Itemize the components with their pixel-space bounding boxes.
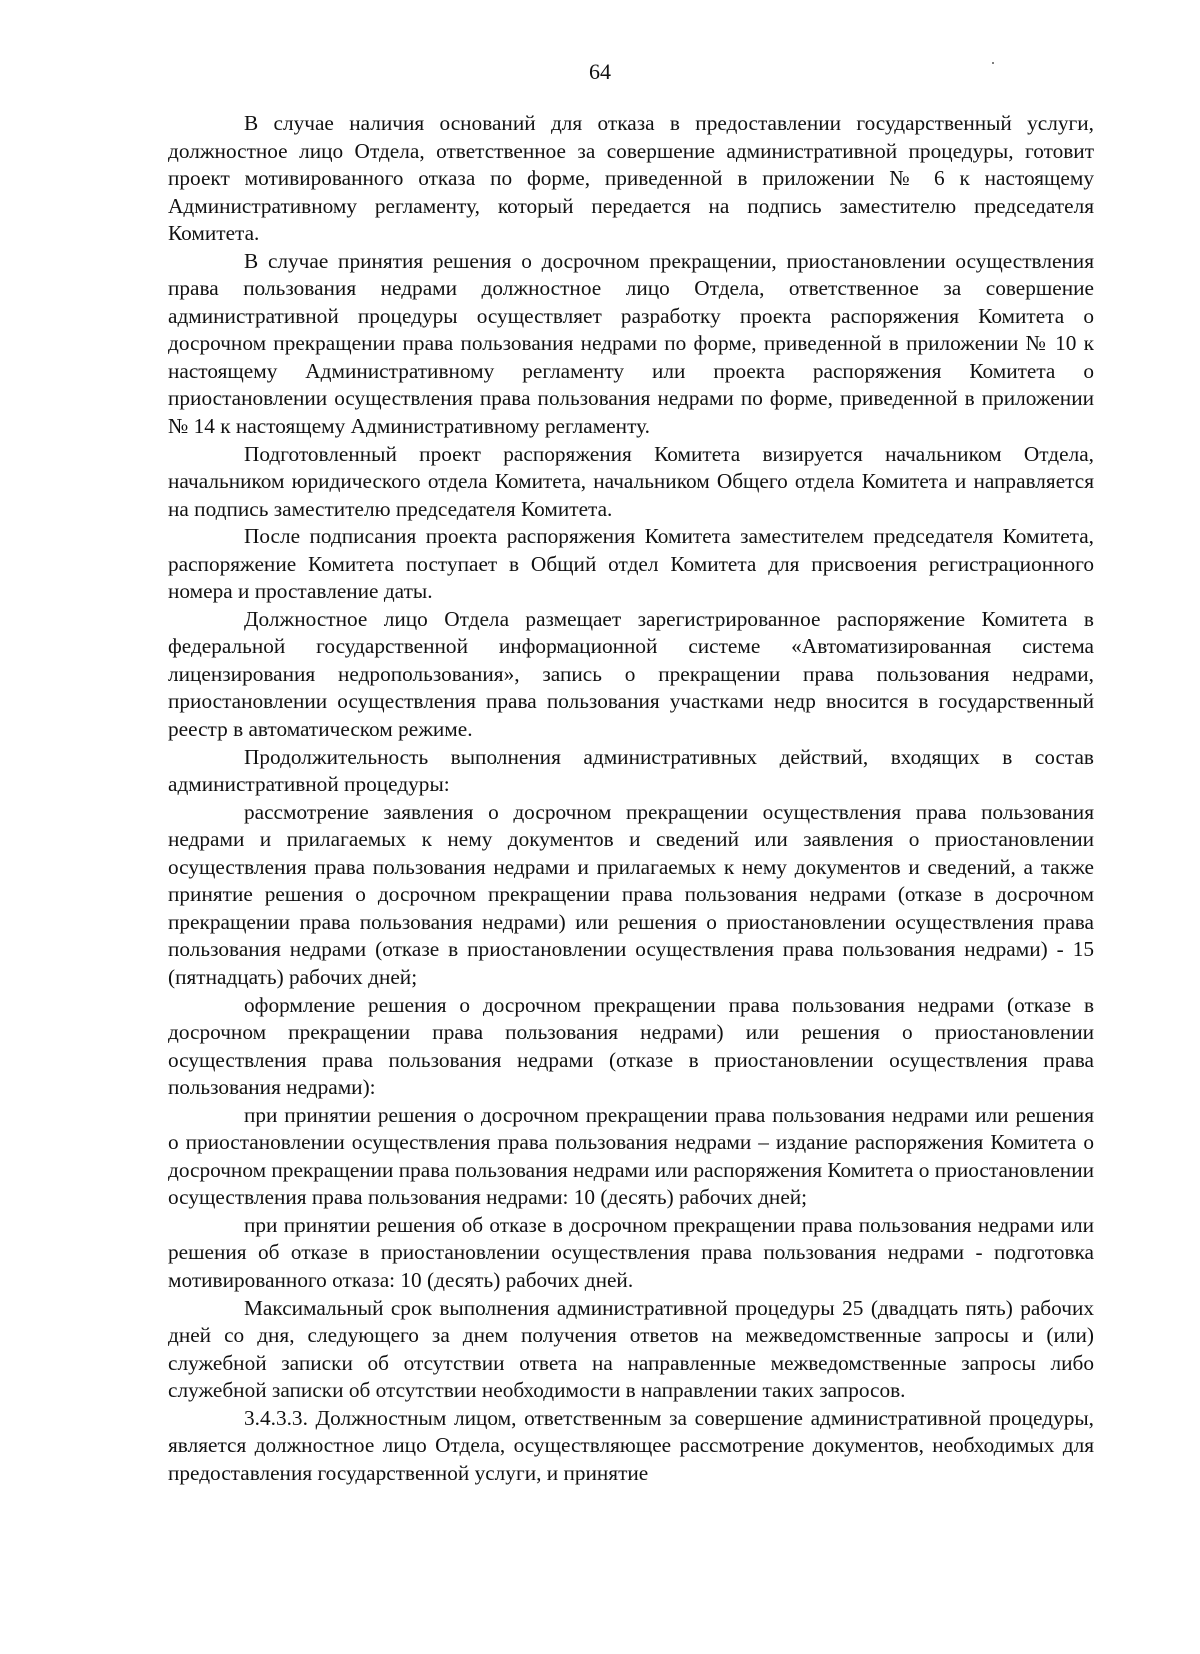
paragraph-termination-decision: В случае принятия решения о досрочном прекращении, приостановлении осуществления права пользования недрами должностное лицо Отдела, ответственное за совершение административной процедуры осуществляет разработку проекта распоряжения Комитета о досрочном прекращении права пользования недрами по форме, приведенной в приложении № 10 к настоящему Административному регламенту или проекта распоряжения Комитета о приостановлении осуществления права пользования недрами по форме, приведенной в приложении № 14 к настоящему Административному регламенту. [168, 248, 1094, 439]
paragraph-review-duration: рассмотрение заявления о досрочном прекращении осуществления права пользования недрами и прилагаемых к нему документов и сведений или заявления о приостановлении осуществления права пользования недрами и прилагаемых к нему документов и сведений, а также принятие решения о досрочном прекращении права пользования недрами (отказе в досрочном прекращении права пользования недрами) или решения о приостановлении осуществления права пользования недрами (отказе в приостановлении осуществления права пользования недрами) - 15 (пятнадцать) рабочих дней; [168, 799, 1094, 989]
page-number: 64 [589, 59, 611, 84]
paragraph-system-publication: Должностное лицо Отдела размещает зарегистрированное распоряжение Комитета в федеральной государственной информационной системе «Автоматизированная система лицензирования недропользования», запись о прекращении права пользования недрами, приостановлении осуществления права пользования участками недр вносится в государственный реестр в автоматическом режиме. [168, 606, 1094, 742]
document-body [168, 110, 1094, 1487]
paragraph-responsible-official: 3.4.3.3. Должностным лицом, ответственным за совершение административной процедуры, является должностное лицо Отдела, осуществляющее рассмотрение документов, необходимых для предоставления государственной услуги, и принятие [168, 1405, 1094, 1485]
paragraph-refusal-draft: В случае наличия оснований для отказа в предоставлении государственный услуги, должностное лицо Отдела, ответственное за совершение административной процедуры, готовит проект мотивированного отказа по форме, приведенной в приложении № 6 к настоящему Административному регламенту, который передается на подпись заместителю председателя Комитета. [168, 111, 1094, 246]
paragraph-duration-intro: Продолжительность выполнения административных действий, входящих в состав административной процедуры: [168, 744, 1094, 797]
paragraph-registration: После подписания проекта распоряжения Комитета заместителем председателя Комитета, распоряжение Комитета поступает в Общий отдел Комитета для присвоения регистрационного номера и проставление даты. [168, 524, 1094, 604]
paragraph-max-term: Максимальный срок выполнения административной процедуры 25 (двадцать пять) рабочих дней со дня, следующего за днем получения ответов на межведомственные запросы и (или) служебной записки об отсутствии ответа на направленные межведомственные запросы либо служебной записки об отсутствии необходимости в направлении таких запросов. [168, 1295, 1094, 1403]
paragraph-decision-formalization: оформление решения о досрочном прекращении права пользования недрами (отказе в досрочном прекращении права пользования недрами) или решения о приостановлении осуществления права пользования недрами (отказе в приостановлении осуществления права пользования недрами): [168, 992, 1094, 1100]
paragraph-draft-approval: Подготовленный проект распоряжения Комитета визируется начальником Отдела, начальником юридического отдела Комитета, начальником Общего отдела Комитета и направляется на подпись заместителю председателя Комитета. [168, 441, 1094, 521]
paragraph-refusal-preparation: при принятии решения об отказе в досрочном прекращении права пользования недрами или решения об отказе в приостановлении осуществления права пользования недрами - подготовка мотивированного отказа: 10 (десять) рабочих дней. [168, 1212, 1094, 1292]
scan-speck [992, 62, 994, 64]
paragraph-order-issuance: при принятии решения о досрочном прекращении права пользования недрами или решения о приостановлении осуществления права пользования недрами – издание распоряжения Комитета о досрочном прекращении права пользования недрами или распоряжения Комитета о приостановлении осуществления права пользования недрами: 10 (десять) рабочих дней; [168, 1102, 1094, 1210]
